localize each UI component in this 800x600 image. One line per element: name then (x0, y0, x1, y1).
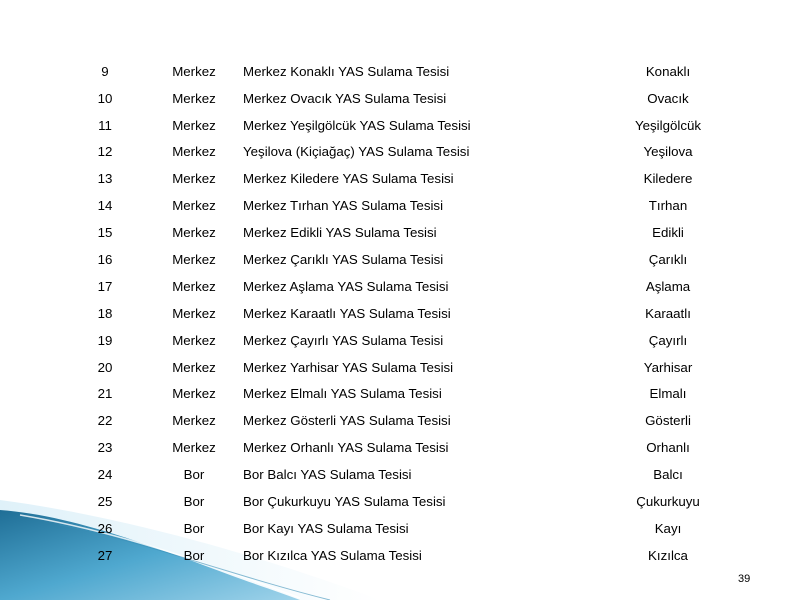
facility-name-cell: Bor Balcı YAS Sulama Tesisi (243, 467, 412, 483)
table-row (65, 219, 743, 246)
row-number: 19 (97, 332, 113, 348)
facility-name-cell: Merkez Ovacık YAS Sulama Tesisi (243, 90, 447, 106)
row-number: 24 (97, 467, 113, 483)
table-row (65, 300, 743, 327)
row-number: 16 (97, 252, 113, 268)
facility-name-cell: Merkez Yeşilgölcük YAS Sulama Tesisi (243, 117, 471, 133)
table-row (65, 354, 743, 381)
table-row (65, 434, 743, 461)
facility-name-cell: Merkez Çarıklı YAS Sulama Tesisi (243, 252, 444, 268)
village-cell: Aşlama (645, 278, 691, 294)
district-cell: Bor (183, 547, 205, 563)
district-cell: Merkez (172, 225, 216, 241)
table-row (65, 327, 743, 354)
table-row (65, 246, 743, 273)
facility-name-cell: Merkez Çayırlı YAS Sulama Tesisi (243, 332, 444, 348)
village-cell: Yeşilova (643, 144, 693, 160)
row-number: 26 (97, 520, 113, 536)
row-number: 9 (101, 63, 109, 79)
table-row (65, 381, 743, 408)
row-number: 21 (97, 386, 113, 402)
facility-name-cell: Merkez Konaklı YAS Sulama Tesisi (243, 63, 450, 79)
row-number: 27 (97, 547, 113, 563)
facility-name-cell: Yeşilova (Kiçiağaç) YAS Sulama Tesisi (243, 144, 470, 160)
village-cell: Balcı (653, 467, 683, 483)
village-cell: Yarhisar (643, 359, 693, 375)
facility-name-cell: Bor Kızılca YAS Sulama Tesisi (243, 547, 422, 563)
table-row (65, 273, 743, 300)
village-cell: Kayı (654, 520, 682, 536)
village-cell: Karaatlı (645, 305, 691, 321)
row-number: 22 (97, 413, 113, 429)
facility-name-cell: Merkez Tırhan YAS Sulama Tesisi (243, 198, 444, 214)
table-row (65, 515, 743, 542)
village-cell: Konaklı (645, 63, 691, 79)
table-row (65, 166, 743, 193)
district-cell: Bor (183, 520, 205, 536)
row-number: 23 (97, 440, 113, 456)
facility-name-cell: Merkez Edikli YAS Sulama Tesisi (243, 225, 437, 241)
district-cell: Bor (183, 494, 205, 510)
district-cell: Merkez (172, 63, 216, 79)
district-cell: Merkez (172, 117, 216, 133)
village-cell: Kızılca (648, 547, 688, 563)
row-number: 14 (97, 198, 113, 214)
village-cell: Çarıklı (648, 252, 688, 268)
district-cell: Merkez (172, 198, 216, 214)
row-number: 17 (97, 278, 113, 294)
row-number: 18 (97, 305, 113, 321)
table-row (65, 542, 743, 569)
village-cell: Edikli (652, 225, 684, 241)
facility-name-cell: Merkez Kiledere YAS Sulama Tesisi (243, 171, 454, 187)
row-number: 10 (97, 90, 113, 106)
district-cell: Merkez (172, 90, 216, 106)
irrigation-facilities-table (65, 58, 743, 569)
facility-name-cell: Merkez Karaatlı YAS Sulama Tesisi (243, 305, 451, 321)
page-number: 39 (738, 573, 751, 585)
village-cell: Orhanlı (646, 440, 690, 456)
district-cell: Merkez (172, 278, 216, 294)
village-cell: Yeşilgölcük (634, 117, 702, 133)
district-cell: Merkez (172, 440, 216, 456)
district-cell: Bor (183, 467, 205, 483)
district-cell: Merkez (172, 359, 216, 375)
district-cell: Merkez (172, 413, 216, 429)
table-row (65, 58, 743, 85)
village-cell: Elmalı (649, 386, 687, 402)
facility-name-cell: Merkez Aşlama YAS Sulama Tesisi (243, 278, 449, 294)
table-row (65, 139, 743, 166)
table-row (65, 461, 743, 488)
district-cell: Merkez (172, 332, 216, 348)
table-row (65, 112, 743, 139)
row-number: 12 (97, 144, 113, 160)
row-number: 15 (97, 225, 113, 241)
table-row (65, 488, 743, 515)
table-row (65, 192, 743, 219)
district-cell: Merkez (172, 252, 216, 268)
facility-name-cell: Bor Çukurkuyu YAS Sulama Tesisi (243, 494, 446, 510)
village-cell: Tırhan (648, 198, 688, 214)
facility-name-cell: Merkez Yarhisar YAS Sulama Tesisi (243, 359, 454, 375)
village-cell: Çayırlı (648, 332, 688, 348)
row-number: 11 (98, 117, 112, 133)
facility-name-cell: Merkez Orhanlı YAS Sulama Tesisi (243, 440, 449, 456)
district-cell: Merkez (172, 305, 216, 321)
row-number: 25 (97, 494, 113, 510)
village-cell: Kiledere (643, 171, 693, 187)
village-cell: Ovacık (647, 90, 689, 106)
village-cell: Gösterli (645, 413, 691, 429)
row-number: 20 (97, 359, 113, 375)
village-cell: Çukurkuyu (636, 494, 700, 510)
district-cell: Merkez (172, 171, 216, 187)
facility-name-cell: Bor Kayı YAS Sulama Tesisi (243, 520, 409, 536)
table-row (65, 85, 743, 112)
table-row (65, 408, 743, 435)
facility-name-cell: Merkez Gösterli YAS Sulama Tesisi (243, 413, 451, 429)
district-cell: Merkez (172, 144, 216, 160)
district-cell: Merkez (172, 386, 216, 402)
row-number: 13 (97, 171, 113, 187)
facility-name-cell: Merkez Elmalı YAS Sulama Tesisi (243, 386, 442, 402)
